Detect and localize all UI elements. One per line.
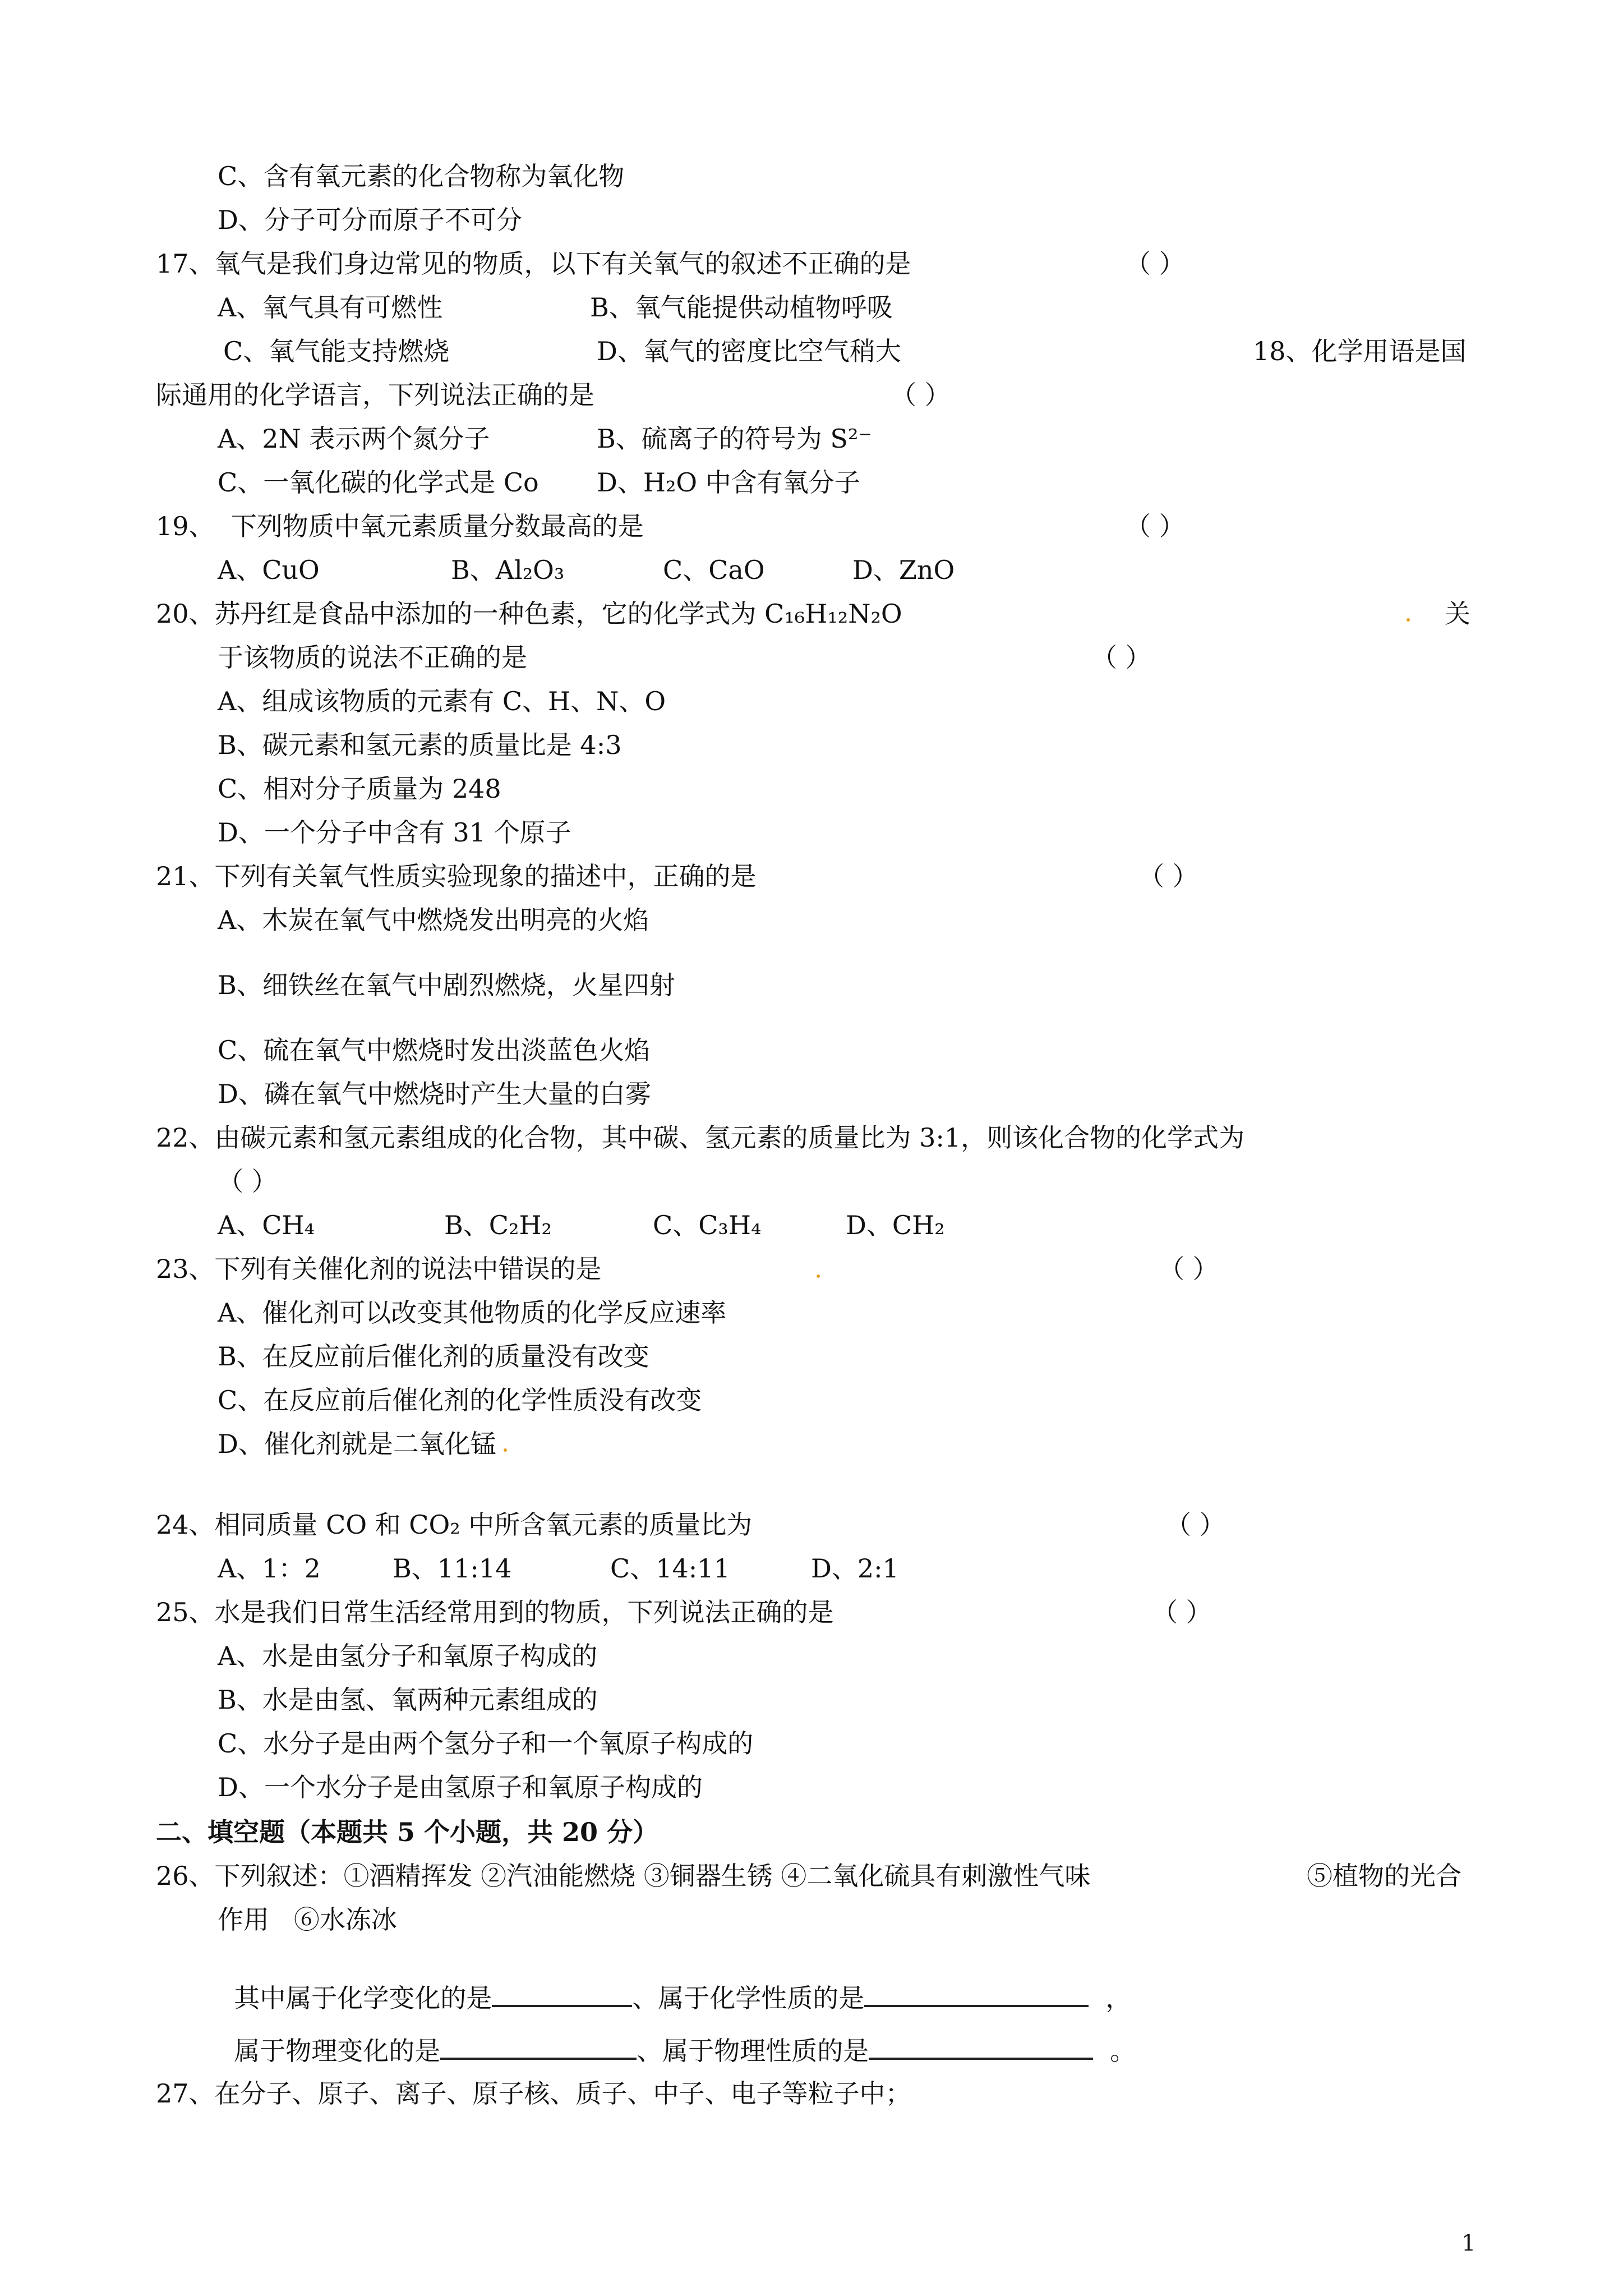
question-text-line: C、14:11 (610, 1553, 730, 1584)
q26-chem-change-label: 其中属于化学变化的是 (234, 1983, 492, 2013)
question-text-line: 22、由碳元素和氢元素组成的化合物，其中碳、氢元素的质量比为 3:1，则该化合物的化学式为 (156, 1122, 1245, 1153)
answer-bracket[interactable]: （ ） (1152, 1597, 1212, 1627)
question-text-line: 25、水是我们日常生活经常用到的物质，下列说法正确的是 (156, 1597, 834, 1627)
answer-bracket[interactable]: （ ） (1091, 642, 1151, 673)
question-text-line: B、在反应前后催化剂的质量没有改变 (218, 1341, 649, 1372)
answer-bracket[interactable]: （ ） (1125, 249, 1185, 279)
section-heading: 二、填空题（本题共 5 个小题，共 20 分） (156, 1817, 659, 1847)
question-text-line: 20、苏丹红是食品中添加的一种色素，它的化学式为 C₁₆H₁₂N₂O (156, 599, 902, 629)
question-text-line: 作用 ⑥水冻冰 (218, 1904, 397, 1935)
question-text-line: D、CH₂ (846, 1210, 945, 1240)
question-text-line: B、碳元素和氢元素的质量比是 4:3 (218, 730, 622, 760)
question-text-line: B、11:14 (393, 1553, 512, 1584)
question-text-line: 于该物质的说法不正确的是 (218, 642, 527, 673)
question-text-line: 27、在分子、原子、离子、原子核、质子、中子、电子等粒子中； (156, 2078, 911, 2109)
question-text-line: 19、 下列物质中氧元素质量分数最高的是 (156, 511, 644, 541)
question-text-line: B、Al₂O₃ (451, 555, 565, 585)
answer-bracket[interactable]: （ ） (891, 380, 951, 410)
answer-bracket[interactable]: （ ） (1159, 1254, 1219, 1284)
question-text-line: D、H₂O 中含有氧分子 (597, 467, 860, 498)
answer-bracket[interactable]: （ ） (1138, 861, 1198, 891)
question-text-line: C、水分子是由两个氢分子和一个氧原子构成的 (218, 1728, 754, 1759)
answer-bracket[interactable]: （ ） (1165, 1510, 1225, 1540)
question-text-line: D、2:1 (811, 1553, 899, 1584)
answer-bracket[interactable]: （ ） (218, 1166, 278, 1197)
question-text-line: 17、氧气是我们身边常见的物质，以下有关氧气的叙述不正确的是 (156, 249, 911, 279)
question-text-line: A、组成该物质的元素有 C、H、N、O (218, 686, 666, 716)
question-text-line: C、氧气能支持燃烧 (223, 336, 450, 366)
question-text-line: B、水是由氢、氧两种元素组成的 (218, 1685, 598, 1715)
question-text-line: C、CaO (663, 555, 765, 585)
question-text-line: A、2N 表示两个氮分子 (218, 424, 490, 454)
question-text-line: D、分子可分而原子不可分 (218, 205, 522, 235)
question-text-line: C、一氧化碳的化学式是 Co (218, 467, 539, 498)
question-text-line: ⑤植物的光合 (1307, 1861, 1461, 1891)
question-text-line: 21、下列有关氧气性质实验现象的描述中，正确的是 (156, 861, 757, 891)
q26-phys-change-blank[interactable] (440, 2033, 637, 2060)
q26-line1-end: ， (1105, 1983, 1132, 2013)
question-text-line: B、氧气能提供动植物呼吸 (590, 292, 893, 323)
question-text-line: D、氧气的密度比空气稍大 (597, 336, 901, 366)
question-text-line: A、水是由氢分子和氧原子构成的 (218, 1641, 598, 1671)
question-text-line: C、硫在氧气中燃烧时发出淡蓝色火焰 (218, 1035, 651, 1065)
question-text-line: C、相对分子质量为 248 (218, 774, 501, 804)
question-text-line: D、磷在氧气中燃烧时产生大量的白雾 (218, 1079, 651, 1109)
question-text-line: A、催化剂可以改变其他物质的化学反应速率 (218, 1297, 727, 1328)
question-text-line: B、细铁丝在氧气中剧烈燃烧，火星四射 (218, 970, 675, 1000)
question-text-line: C、在反应前后催化剂的化学性质没有改变 (218, 1385, 702, 1415)
question-text-line: 26、下列叙述：①酒精挥发 ②汽油能燃烧 ③铜器生锈 ④二氧化硫具有刺激性气味 (156, 1861, 1091, 1891)
question-text-line: A、CuO (218, 555, 320, 585)
q26-chem-property-label: 、属于化学性质的是 (632, 1983, 865, 2013)
question-text-line: A、木炭在氧气中燃烧发出明亮的火焰 (218, 905, 649, 935)
question-text-line: 23、下列有关催化剂的说法中错误的是 (156, 1254, 602, 1284)
question-text-line: D、一个水分子是由氢原子和氧原子构成的 (218, 1772, 703, 1802)
question-text-line: D、ZnO (852, 555, 955, 585)
q26-fill-line-2 (218, 1999, 1136, 2068)
question-text-line: B、C₂H₂ (444, 1210, 552, 1240)
answer-bracket[interactable]: （ ） (1125, 511, 1185, 541)
q26-line2-end: 。 (1110, 2036, 1136, 2066)
question-text-line: C、C₃H₄ (653, 1210, 762, 1240)
q26-phys-property-label: 、属于物理性质的是 (637, 2036, 869, 2066)
question-text-line: 24、相同质量 CO 和 CO₂ 中所含氧元素的质量比为 (156, 1510, 753, 1540)
question-text-line: B、硫离子的符号为 S²⁻ (597, 424, 872, 454)
question-text-line: 际通用的化学语言，下列说法正确的是 (156, 380, 594, 410)
question-text-line: A、1：2 (218, 1553, 321, 1584)
question-text-line: A、CH₄ (218, 1210, 315, 1240)
question-text-line: D、一个分子中含有 31 个原子 (218, 817, 571, 848)
q26-phys-change-label: 属于物理变化的是 (234, 2036, 441, 2066)
stray-mark (817, 1274, 820, 1278)
question-text-line: 关 (1445, 599, 1470, 629)
question-text-line: D、催化剂就是二氧化锰 (218, 1429, 496, 1459)
question-text-line: C、含有氧元素的化合物称为氧化物 (218, 161, 625, 191)
question-text-line: 18、化学用语是国 (1253, 336, 1467, 366)
stray-mark (1407, 618, 1410, 622)
stray-mark (504, 1448, 507, 1452)
q26-phys-property-blank[interactable] (869, 2033, 1093, 2060)
page-number: 1 (1461, 2230, 1476, 2256)
question-text-line: A、氧气具有可燃性 (218, 292, 443, 323)
